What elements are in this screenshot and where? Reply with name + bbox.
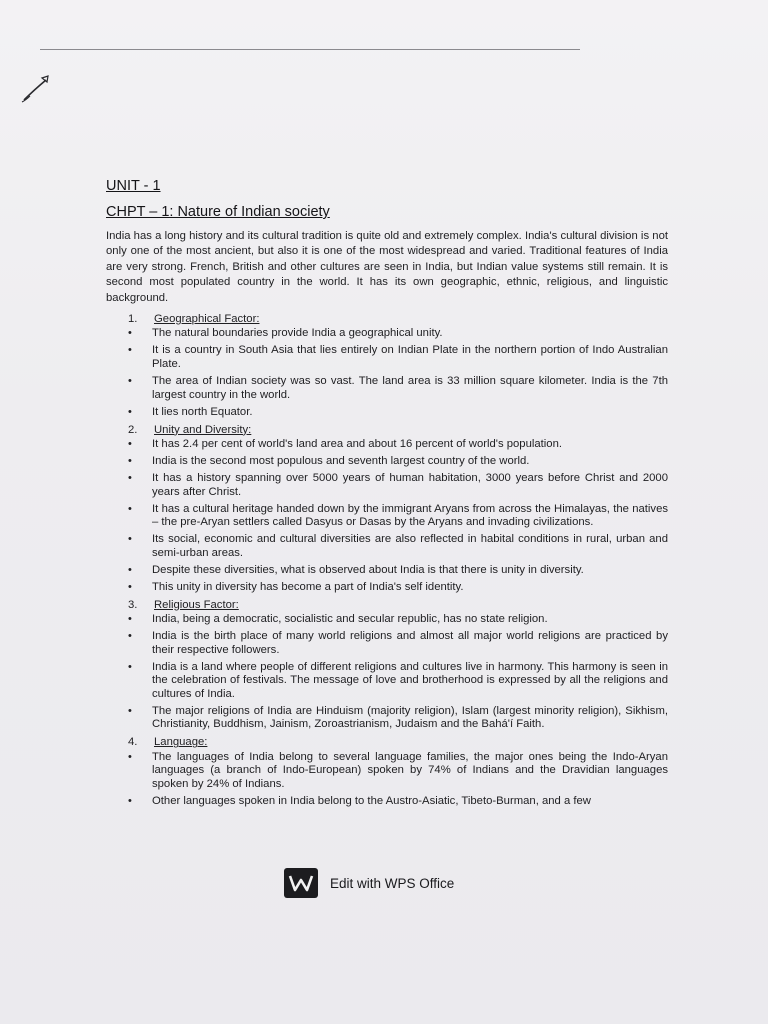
section-number: 1. xyxy=(128,313,138,326)
section-geographical xyxy=(106,312,668,419)
bullet-item: • It is a country in South Asia that lies entirely on Indian Plate in the northern portion of Indo Australian Plate. xyxy=(106,344,668,371)
section-heading xyxy=(106,735,668,750)
section-language xyxy=(106,735,668,808)
chapter-heading: CHPT – 1: Nature of Indian society xyxy=(106,204,330,220)
wps-edit-label: Edit with WPS Office xyxy=(330,875,455,891)
section-heading xyxy=(106,312,668,327)
bullet-item: • This unity in diversity has become a part of India's self identity. xyxy=(106,581,668,595)
section-title: Language: xyxy=(154,736,208,749)
section-number: 2. xyxy=(128,423,138,436)
section-unity-diversity xyxy=(106,423,668,595)
bullet-item: • It has a history spanning over 5000 years of human habitation, 3000 years before Christ and 2000 years after Christ. xyxy=(106,472,668,499)
section-title: Religious Factor: xyxy=(154,598,239,611)
bullet-list xyxy=(106,613,668,732)
bullet-list xyxy=(106,438,668,594)
section-title: Geographical Factor: xyxy=(154,313,260,326)
bullet-item: • It has 2.4 per cent of world's land area and about 16 percent of world's population. xyxy=(106,438,668,452)
document-content xyxy=(106,178,668,812)
bullet-item: • India is a land where people of different religions and cultures live in harmony. This harmony is seen in the celebration of festivals. The message of love and brotherhood is expressed by all the religions and cultures of India. xyxy=(106,661,668,702)
bullet-item: • It has a cultural heritage handed down by the immigrant Aryans from across the Himalayas, the natives – the pre-Aryan settlers called Dasyus or Dasas by the Aryans and invading civilizations. xyxy=(106,503,668,530)
section-heading xyxy=(106,598,668,613)
bullet-item: • The languages of India belong to several language families, the major ones being the Indo-Aryan languages (a branch of Indo-European) spoken by 74% of Indians and the Dravidian languages spoken by 24% of Indians. xyxy=(106,751,668,792)
bullet-item: • India, being a democratic, socialistic and secular republic, has no state religion. xyxy=(106,613,668,627)
intro-paragraph: India has a long history and its cultural tradition is quite old and extremely complex. India's cultural division is not only one of the most ancient, but also it is one of the most widespread and varied. Traditional features of India are very strong. French, British and other cultures are seen in India, but Indian value systems still remain. It is second most populated country in the world. It has its own geographic, ethnic, religious, and linguistic background. xyxy=(106,230,668,304)
wps-edit-badge[interactable] xyxy=(284,868,454,898)
top-divider xyxy=(40,49,580,50)
section-religious xyxy=(106,598,668,732)
section-heading xyxy=(106,423,668,438)
section-number: 4. xyxy=(128,736,138,749)
bullet-item: • The area of Indian society was so vast. The land area is 33 million square kilometer. India is the 7th largest country in the world. xyxy=(106,375,668,402)
bullet-item: • The major religions of India are Hinduism (majority religion), Islam (largest minority religion), Sikhism, Christianity, Buddhism, Jainism, Zoroastrianism, Judaism and the Bahá'í Faith. xyxy=(106,705,668,732)
bullet-item: • The natural boundaries provide India a geographical unity. xyxy=(106,327,668,341)
bullet-item: • Despite these diversities, what is observed about India is that there is unity in diversity. xyxy=(106,564,668,578)
bullet-item: • Its social, economic and cultural diversities are also reflected in habital conditions in rural, urban and semi-urban areas. xyxy=(106,533,668,560)
wps-logo-icon xyxy=(284,868,318,898)
bullet-item: • India is the second most populous and seventh largest country of the world. xyxy=(106,455,668,469)
bullet-item: • It lies north Equator. xyxy=(106,406,668,420)
bullet-list xyxy=(106,751,668,809)
section-number: 3. xyxy=(128,598,138,611)
bullet-item: • India is the birth place of many world religions and almost all major world religions are practiced by their respective followers. xyxy=(106,630,668,657)
unit-heading: UNIT - 1 xyxy=(106,178,161,194)
pen-mark-icon xyxy=(20,72,54,106)
bullet-list xyxy=(106,327,668,419)
section-title: Unity and Diversity: xyxy=(154,423,252,436)
bullet-item: • Other languages spoken in India belong to the Austro-Asiatic, Tibeto-Burman, and a few xyxy=(106,795,668,809)
